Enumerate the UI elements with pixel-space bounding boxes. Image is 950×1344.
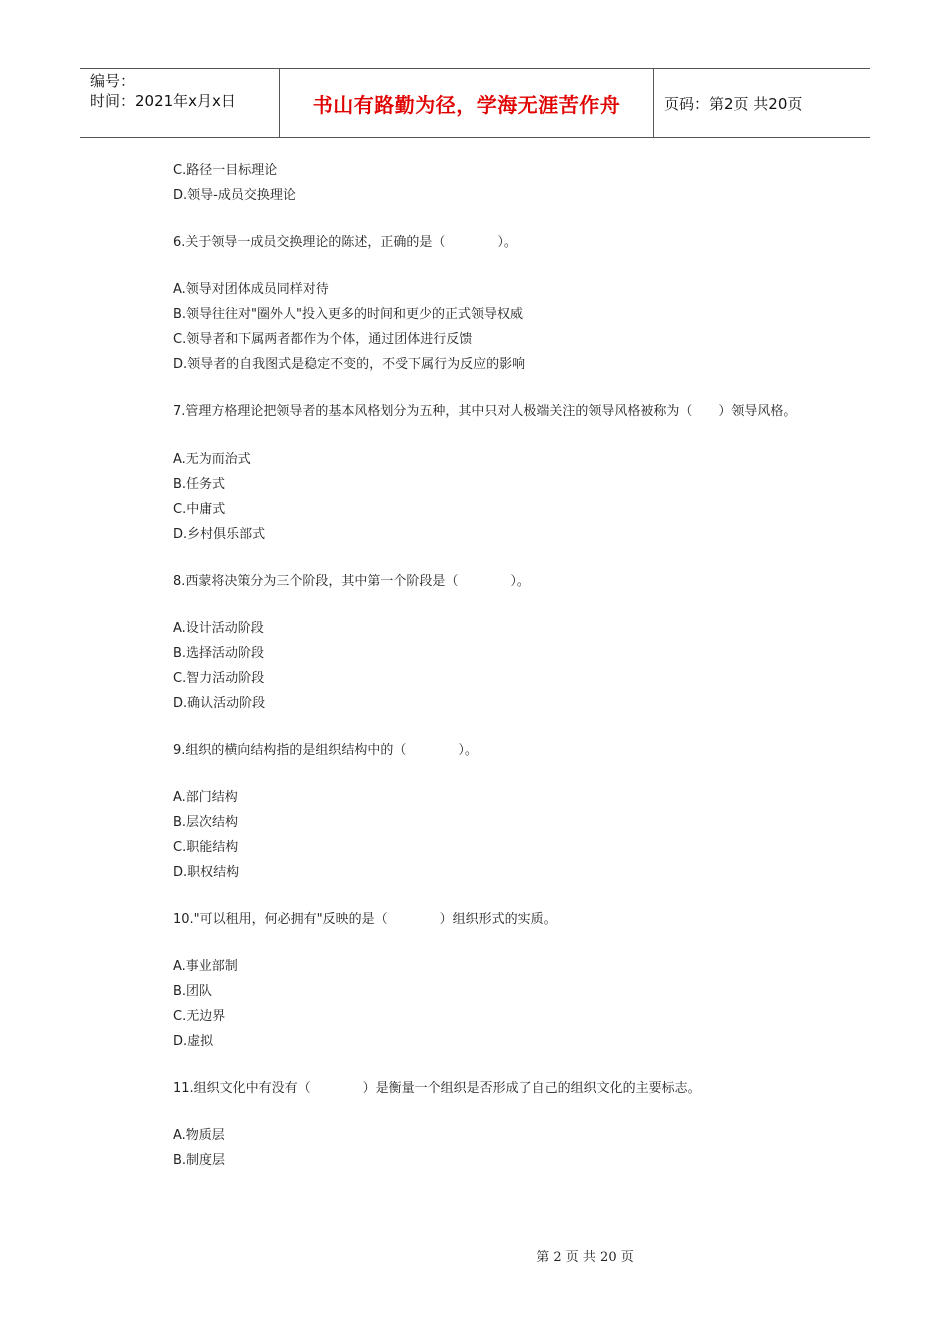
option-line: A.部门结构 (173, 790, 238, 805)
question-10: 10."可以租用，何必拥有"反映的是（ ）组织形式的实质。 (173, 912, 557, 927)
option-line: B.团队 (173, 984, 213, 999)
option-line: D.虚拟 (173, 1034, 214, 1049)
option-line: A.事业部制 (173, 959, 238, 974)
option-line: B.任务式 (173, 477, 226, 492)
header-motto (280, 69, 654, 137)
page-footer: 第 2 页 共 20 页 (536, 1250, 634, 1265)
question-11: 11.组织文化中有没有（ ）是衡量一个组织是否形成了自己的组织文化的主要标志。 (173, 1081, 701, 1096)
option-line: A.领导对团体成员同样对待 (173, 282, 329, 297)
option-line: B.层次结构 (173, 815, 239, 830)
option-line: D.领导-成员交换理论 (173, 188, 296, 203)
time-label: 时间：2021年x月x日 (90, 92, 236, 110)
option-line: C.职能结构 (173, 840, 239, 855)
page-info: 页码：第2页 共20页 (664, 94, 803, 113)
option-line: C.无边界 (173, 1009, 226, 1024)
number-label: 编号： (90, 72, 136, 90)
option-line: B.领导往往对"圈外人"投入更多的时间和更少的正式领导权威 (173, 307, 524, 322)
page-header (80, 68, 870, 138)
option-line: C.智力活动阶段 (173, 671, 265, 686)
question-6: 6.关于领导一成员交换理论的陈述，正确的是（ ）。 (173, 235, 517, 250)
option-line: C.中庸式 (173, 502, 226, 517)
option-line: B.选择活动阶段 (173, 646, 265, 661)
option-line: C.路径一目标理论 (173, 163, 278, 178)
header-meta (80, 69, 280, 137)
option-line: C.领导者和下属两者都作为个体，通过团体进行反馈 (173, 332, 473, 347)
option-line: D.职权结构 (173, 865, 240, 880)
document-body (145, 158, 825, 1173)
option-line: D.确认活动阶段 (173, 696, 266, 711)
question-8: 8.西蒙将决策分为三个阶段，其中第一个阶段是（ ）。 (173, 574, 530, 589)
option-line: A.物质层 (173, 1128, 225, 1143)
option-line: B.制度层 (173, 1153, 226, 1168)
option-line: D.乡村俱乐部式 (173, 527, 266, 542)
option-line: A.无为而治式 (173, 452, 251, 467)
option-line: A.设计活动阶段 (173, 621, 264, 636)
question-9: 9.组织的横向结构指的是组织结构中的（ ）。 (173, 743, 478, 758)
motto-text: 书山有路勤为径，学海无涯苦作舟 (312, 92, 621, 117)
question-7: 7.管理方格理论把领导者的基本风格划分为五种，其中只对人极端关注的领导风格被称为（ ）领导风格。 (173, 404, 797, 419)
option-line: D.领导者的自我图式是稳定不变的，不受下属行为反应的影响 (173, 357, 526, 372)
